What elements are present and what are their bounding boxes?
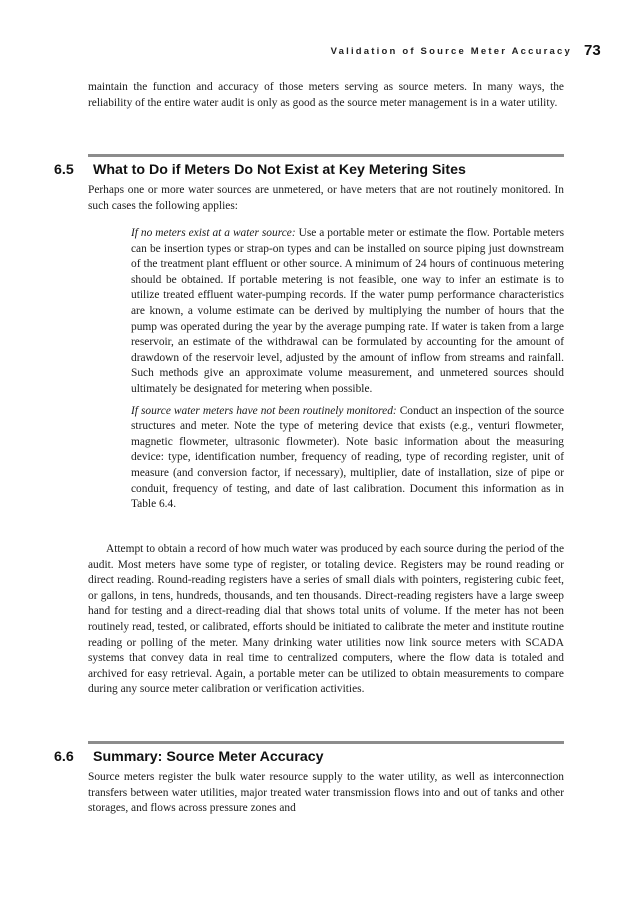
section-lead-paragraph: Perhaps one or more water sources are unmetered, or have meters that are not routinely monitored. In such cases the following applies: bbox=[88, 184, 564, 212]
running-head bbox=[0, 46, 572, 57]
case-not-monitored-paragraph bbox=[131, 404, 564, 513]
case-not-monitored-text: Conduct an inspection of the source structures and meter. Note the type of metering device that exists (e.g., venturi flowmeter, magnetic flowmeter, ultrasonic flowmeter). Note basic information about the measuring device: type, identification number, frequency of reading, type of recording register, unit of measure (and conversion factor, if necessary), multiplier, date of installation, size of pipe or conduit, frequency of testing, and date of last calibration. Document this information as in Table 6.4. bbox=[131, 404, 564, 511]
running-title: Validation of Source Meter Accuracy bbox=[330, 46, 572, 57]
section-title: Summary: Source Meter Accuracy bbox=[93, 749, 324, 765]
intro-paragraph-block bbox=[88, 80, 564, 111]
case-no-meters-paragraph bbox=[131, 226, 564, 398]
section-title: What to Do if Meters Do Not Exist at Key Metering Sites bbox=[93, 162, 466, 178]
section-number: 6.5 bbox=[54, 162, 74, 178]
indented-cases-block bbox=[131, 226, 564, 513]
case-no-meters-label: If no meters exist at a water source: bbox=[131, 227, 296, 239]
section-heading-6-5 bbox=[54, 162, 574, 178]
page-number: 73 bbox=[584, 42, 601, 59]
section-heading-6-6 bbox=[54, 749, 574, 765]
case-no-meters-text: Use a portable meter or estimate the flow. Portable meters can be insertion types or strap-on types and can be installed on source piping just downstream of the treatment plant effluent or other source. A minimum of 24 hours of continuous metering should be obtained. If portable metering is not feasible, one way to infer an estimate is to utilize treated effluent water-pumping records. If the water pump performance characteristics are known, a volume estimate can be derived by multiplying the number of hours that the pump was operated during the year by the average pumping rate. If water is taken from a large reservoir, an estimate of the withdrawal can be formulated by accounting for the amount of drawdown of the reservoir level, adjusted by the amount of inflow from streams and rainfall. Such methods give an approximate volume measurement, and unmetered sources should ultimately be designated for metering when possible. bbox=[131, 227, 565, 395]
case-not-monitored-label: If source water meters have not been routinely monitored: bbox=[131, 404, 397, 417]
section-6-5-body-block bbox=[88, 542, 564, 698]
section-number: 6.6 bbox=[54, 749, 74, 765]
section-rule-6-6 bbox=[88, 741, 564, 744]
summary-paragraph: Source meters register the bulk water resource supply to the water utility, as well as interconnection transfers between water utilities, major treated water transmission flows into and out of tanks and other storages, and flows across pressure zones and bbox=[88, 771, 564, 815]
section-6-5-lead-block bbox=[88, 183, 564, 214]
section-rule-6-5 bbox=[88, 154, 564, 157]
section-body-paragraph: Attempt to obtain a record of how much water was produced by each source during the period of the audit. Most meters have some type of register, or totaling device. Registers may be round reading or direct reading. Round-reading registers have a series of small dials with pointers, registering cubic feet, or gallons, in tens, hundreds, thousands, and ten thousands. Direct-reading registers have a large sweep hand for testing and a direct-reading dial that shows total units of volume. If the meter has not been routinely read, tested, or calibrated, efforts should be initiated to calibrate the meter and institute routine reading or polling of the meter. Many drinking water utilities now link source meters with SCADA systems that convey data in real time to centralized computers, where the flow data is totaled and archived for easy retrieval. Again, a portable meter can be utilized to obtain measurements to compare during any source meter calibration or verification activities. bbox=[88, 543, 565, 696]
intro-paragraph: maintain the function and accuracy of those meters serving as source meters. In many ways, the reliability of the entire water audit is only as good as the source meter management is in a water utility. bbox=[88, 81, 564, 109]
section-6-6-body-block bbox=[88, 770, 564, 817]
